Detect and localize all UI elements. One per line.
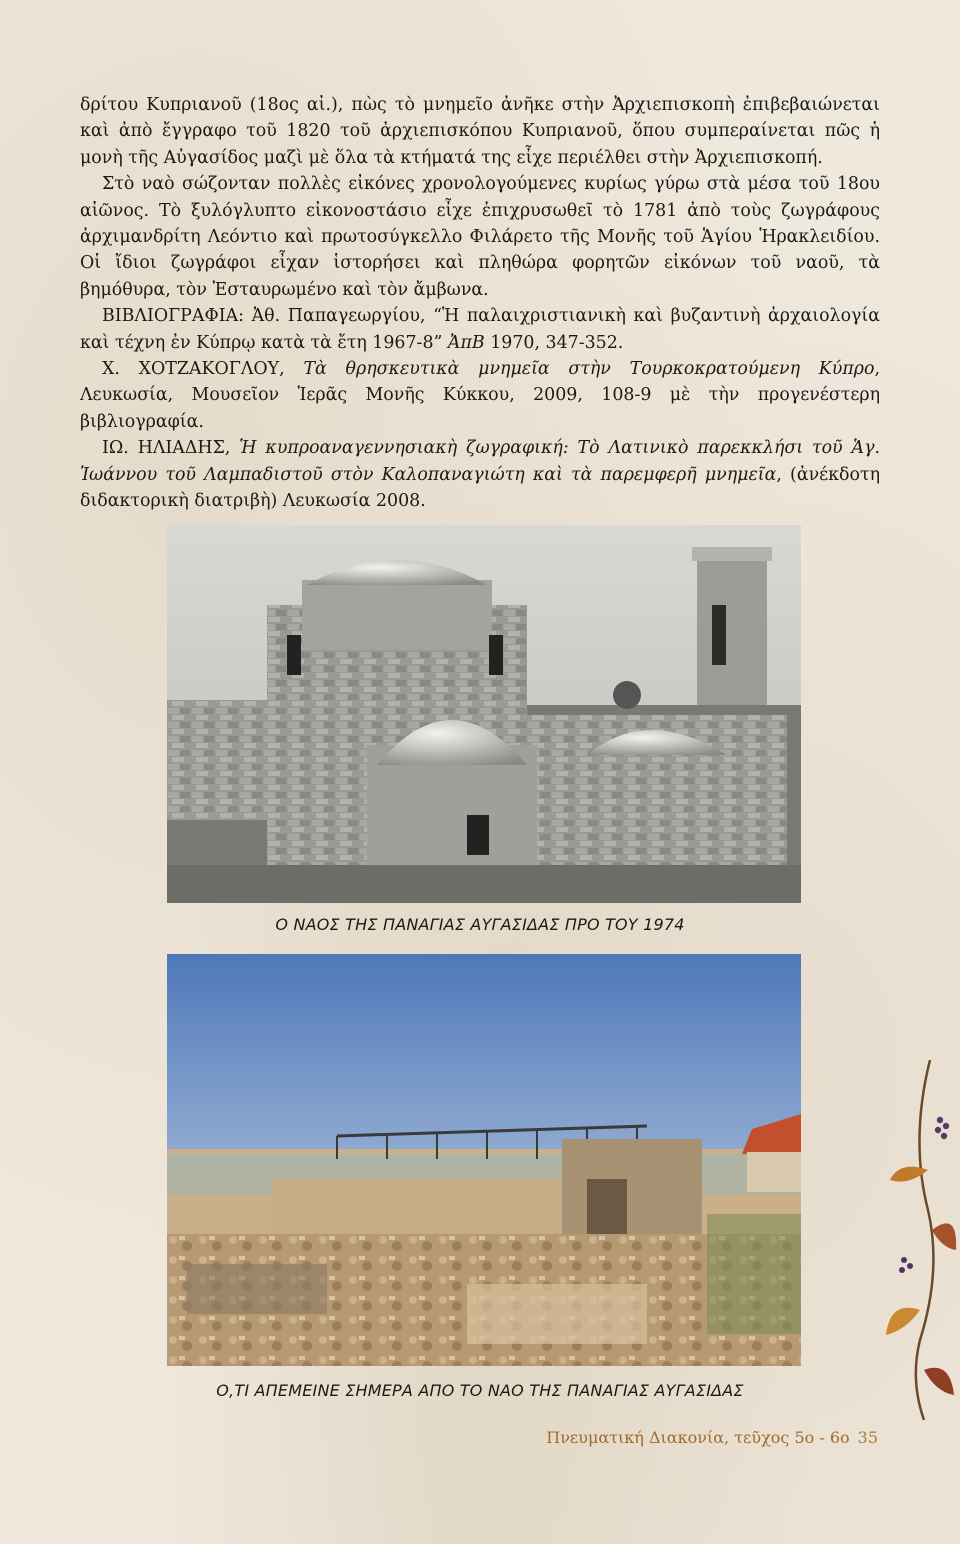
photo1-caption: Ο ΝΑΟΣ ΤΗΣ ΠΑΝΑΓΙΑΣ ΑΥΓΑΣΙΔΑΣ ΠΡΟ ΤΟΥ 1974 [275, 915, 685, 934]
ruins-photo [167, 954, 801, 1366]
biblio-author: ΒΙΒΛΙΟΓΡΑΦΙΑ: Ἀθ. Παπαγεωργίου, [102, 306, 434, 327]
issue-number: τεῦχος 5ο - 6ο [729, 1428, 850, 1447]
ref2-details: , Λευκωσία, Μουσεῖον Ἱερᾶς Μονῆς Κύκκου, 2009, 108-9 μὲ τὴν προγενέστερη βιβλιογραφία. [80, 359, 880, 432]
ref3-title: Ἡ κυπροαναγεννησιακὴ ζωγραφική: Τὸ Λατινικὸ παρεκκλήσι τοῦ Ἁγ. Ἰωάννου τοῦ Λαμπαδιστοῦ στὸν Καλοπαναγιώτη καὶ τὰ παρεμφερῆ μνημεῖα [80, 438, 880, 485]
ref2-author: Χ. ΧΟΤΖΑΚΟΓΛΟΥ, [102, 359, 304, 380]
grape-vine-ornament-icon [880, 1060, 960, 1420]
biblio-journal: ἈπΒ [442, 332, 485, 353]
paragraph-1: δρίτου Κυπριανοῦ (18ος αἰ.), πὼς τὸ μνημεῖο ἀνῆκε στὴν Ἀρχιεπισκοπὴ ἐπιβεβαιώνεται καὶ ἀπὸ ἔγγραφο τοῦ 1820 τοῦ ἀρχιεπισκόπου Κυπριανοῦ, ὅπου συμπεραίνεται πῶς ἡ μονὴ τῆς Αὐγασίδος μαζὶ μὲ ὅλα τὰ κτήματά της εἶχε περιέλθει στὴν Ἀρχιεπισκοπή. [80, 95, 880, 168]
page-footer [546, 1428, 878, 1447]
article-text [80, 92, 880, 515]
photo2-caption: Ο,ΤΙ ΑΠΕΜΕΙΝΕ ΣΗΜΕΡΑ ΑΠΟ ΤΟ ΝΑΟ ΤΗΣ ΠΑΝΑΓΙΑΣ ΑΥΓΑΣΙΔΑΣ [216, 1381, 744, 1400]
ref3-details: , (ἀνέκδοτη διδακτορικὴ διατριβὴ) Λευκωσία 2008. [80, 464, 880, 512]
biblio-title: “Ἡ παλαιχριστιανικὴ καὶ βυζαντινὴ ἀρχαιολογία καὶ τέχνη ἐν Κύπρῳ κατὰ τὰ ἔτη 1967-8” [80, 306, 880, 353]
bibliography-entry-1 [80, 303, 880, 356]
historic-church-photo [167, 525, 801, 903]
biblio-details: 1970, 347-352. [484, 332, 624, 353]
page-number: 35 [857, 1428, 878, 1447]
ref3-author: ΙΩ. ΗΛΙΑΔΗΣ, [102, 438, 240, 459]
bibliography-entry-2 [80, 356, 880, 435]
bibliography-entry-3 [80, 435, 880, 514]
magazine-title: Πνευματική Διακονία, [546, 1428, 730, 1447]
paragraph-2: Στὸ ναὸ σώζονταν πολλὲς εἰκόνες χρονολογούμενες κυρίως γύρω στὰ μέσα τοῦ 18ου αἰῶνος. Τὸ ξυλόγλυπτο εἰκονοστάσιο εἶχε ἐπιχρυσωθεῖ τὸ 1781 ἀπὸ τοὺς ζωγράφους ἀρχιμανδρίτη Λεόντιο καὶ πρωτοσύγκελλο Φιλάρετο τῆς Μονῆς τοῦ Ἁγίου Ἡρακλειδίου. Οἱ ἴδιοι ζωγράφοι εἶχαν ἱστορήσει καὶ πληθώρα φορητῶν εἰκόνων τοῦ ναοῦ, τὰ βημόθυρα, τὸν Ἐσταυρωμένο καὶ τὸν ἄμβωνα. [80, 174, 880, 300]
ref2-title: Τὰ θρησκευτικὰ μνημεῖα στὴν Τουρκοκρατούμενη Κύπρο [303, 359, 875, 380]
